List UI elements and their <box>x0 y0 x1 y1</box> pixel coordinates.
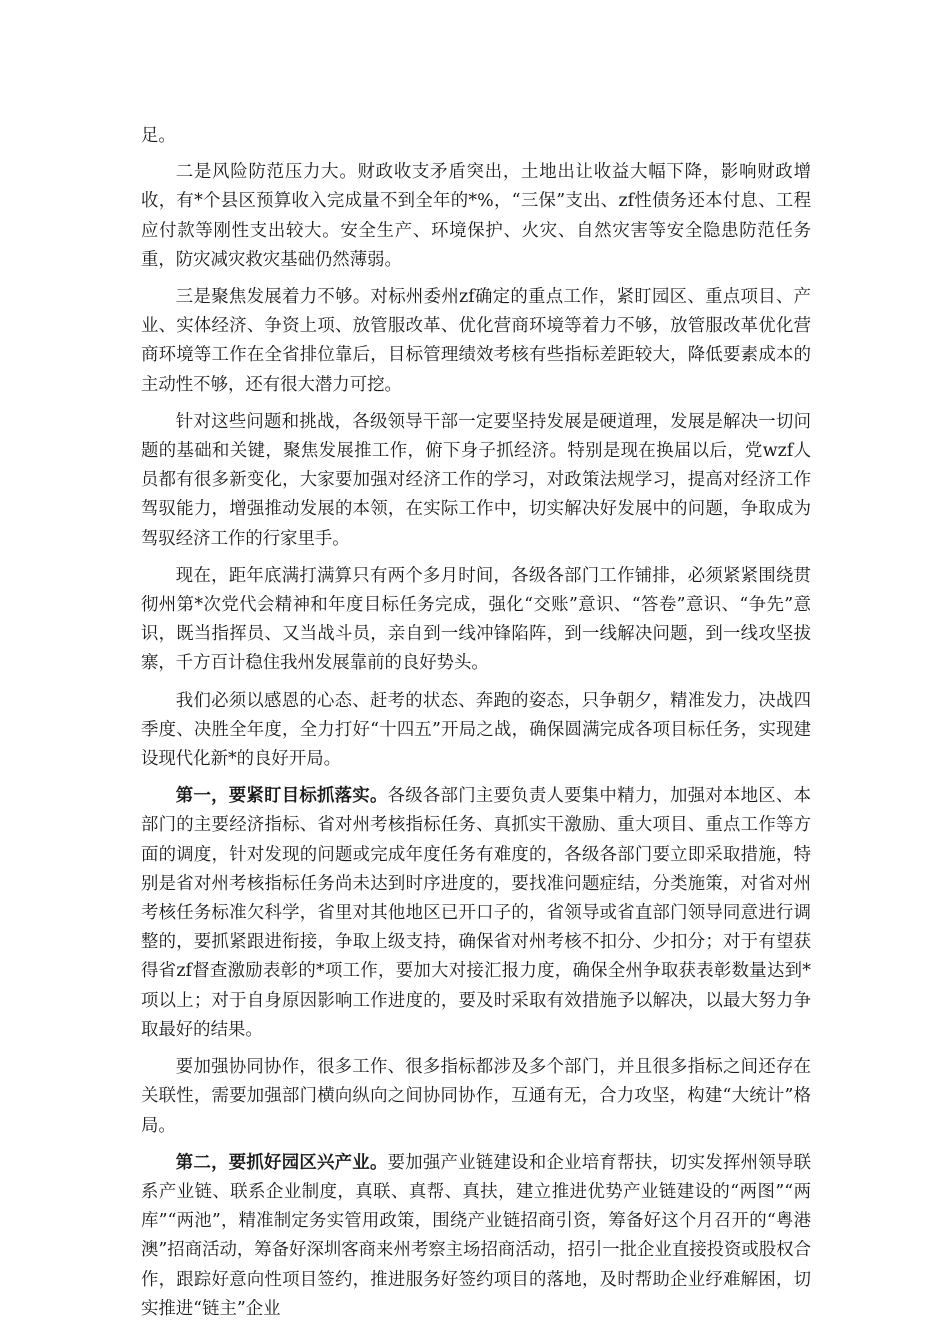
paragraph-text: 二是风险防范压力大。财政收支矛盾突出，土地出让收益大幅下降，影响财政增收，有*个县区预算收入完成量不到全年的*%，“三保”支出、zf性债务还本付息、工程应付款等刚性支出较大。安全生产、环境保护、火灾、自然灾害等安全隐患防范任务重，防灾减灾救灾基础仍然薄弱。 <box>141 162 811 270</box>
section-lead: 第一，要紧盯目标抓落实。 <box>175 786 388 807</box>
paragraph <box>141 408 811 554</box>
paragraph <box>141 782 811 1045</box>
paragraph-text: 我们必须以感恩的心态、赶考的状态、奔跑的姿态，只争朝夕，精准发力，决战四季度、决胜全年度，全力打好“十四五”开局之战，确保圆满完成各项目标任务，实现建设现代化新*的良好开局。 <box>141 690 811 770</box>
paragraph <box>141 122 811 151</box>
paragraph-text: 足。 <box>141 126 176 146</box>
paragraph-text: 各级各部门主要负责人要集中精力，加强对本地区、本部门的主要经济指标、省对州考核指标任务、真抓实干激励、重大项目、重点工作等方面的调度，针对发现的问题或完成年度任务有难度的，各级各部门要立即采取措施，特别是省对州考核指标任务尚未达到时序进度的，要找准问题症结，分类施策，对省对州考核任务标准欠科学，省里对其他地区已开口子的，省领导或省直部门领导同意进行调整的，要抓紧跟进衔接，争取上级支持，确保省对州考核不扣分、少扣分；对于有望获得省zf督查激励表彰的*项工作，要加大对接汇报力度，确保全州争取获表彰数量达到*项以上；对于自身原因影响工作进度的，要及时采取有效措施予以解决，以最大努力争取最好的结果。 <box>141 786 811 1040</box>
paragraph <box>141 283 811 400</box>
paragraph <box>141 687 811 775</box>
paragraph-text: 要加强协同协作，很多工作、很多指标都涉及多个部门，并且很多指标之间还存在关联性，需要加强部门横向纵向之间协同协作，互通有无，合力攻坚，构建“大统计”格局。 <box>141 1057 811 1136</box>
paragraph <box>141 1149 811 1324</box>
document-body <box>141 122 811 1332</box>
paragraph-text: 三是聚焦发展着力不够。对标州委州zf确定的重点工作，紧盯园区、重点项目、产业、实体经济、争资上项、放管服改革、优化营商环境等着力不够，放管服改革优化营商环境等工作在全省排位靠后，目标管理绩效考核有些指标差距较大，降低要素成本的主动性不够，还有很大潜力可挖。 <box>141 287 811 395</box>
paragraph <box>141 1053 811 1141</box>
paragraph-text: 现在，距年底满打满算只有两个多月时间，各级各部门工作铺排，必须紧紧围绕贯彻州第*次党代会精神和年度目标任务完成，强化“交账”意识、“答卷”意识、“争先”意识，既当指挥员、又当战斗员，亲自到一线冲锋陷阵，到一线解决问题，到一线攻坚拔寨，千方百计稳住我州发展靠前的良好势头。 <box>141 565 811 674</box>
paragraph <box>141 562 811 679</box>
section-lead: 第二，要抓好园区兴产业。 <box>175 1152 388 1173</box>
paragraph-text: 要加强产业链建设和企业培育帮扶，切实发挥州领导联系产业链、联系企业制度，真联、真帮、真扶，建立推进优势产业链建设的“两图”“两库”“两池”，精准制定务实管用政策，围绕产业链招商引资，筹备好这个月召开的“粤港澳”招商活动，筹备好深圳客商来州考察主场招商活动，招引一批企业直接投资或股权合作，跟踪好意向性项目签约，推进服务好签约项目的落地，及时帮助企业纾难解困，切实推进“链主”企业 <box>141 1152 811 1319</box>
paragraph <box>141 158 811 275</box>
paragraph-text: 针对这些问题和挑战，各级领导干部一定要坚持发展是硬道理，发展是解决一切问题的基础和关键，聚焦发展推工作，俯下身子抓经济。特别是现在换届以后，党wzf人员都有很多新变化，大家要加强对经济工作的学习，对政策法规学习，提高对经济工作驾驭能力，增强推动发展的本领，在实际工作中，切实解决好发展中的问题，争取成为驾驭经济工作的行家里手。 <box>141 411 811 549</box>
